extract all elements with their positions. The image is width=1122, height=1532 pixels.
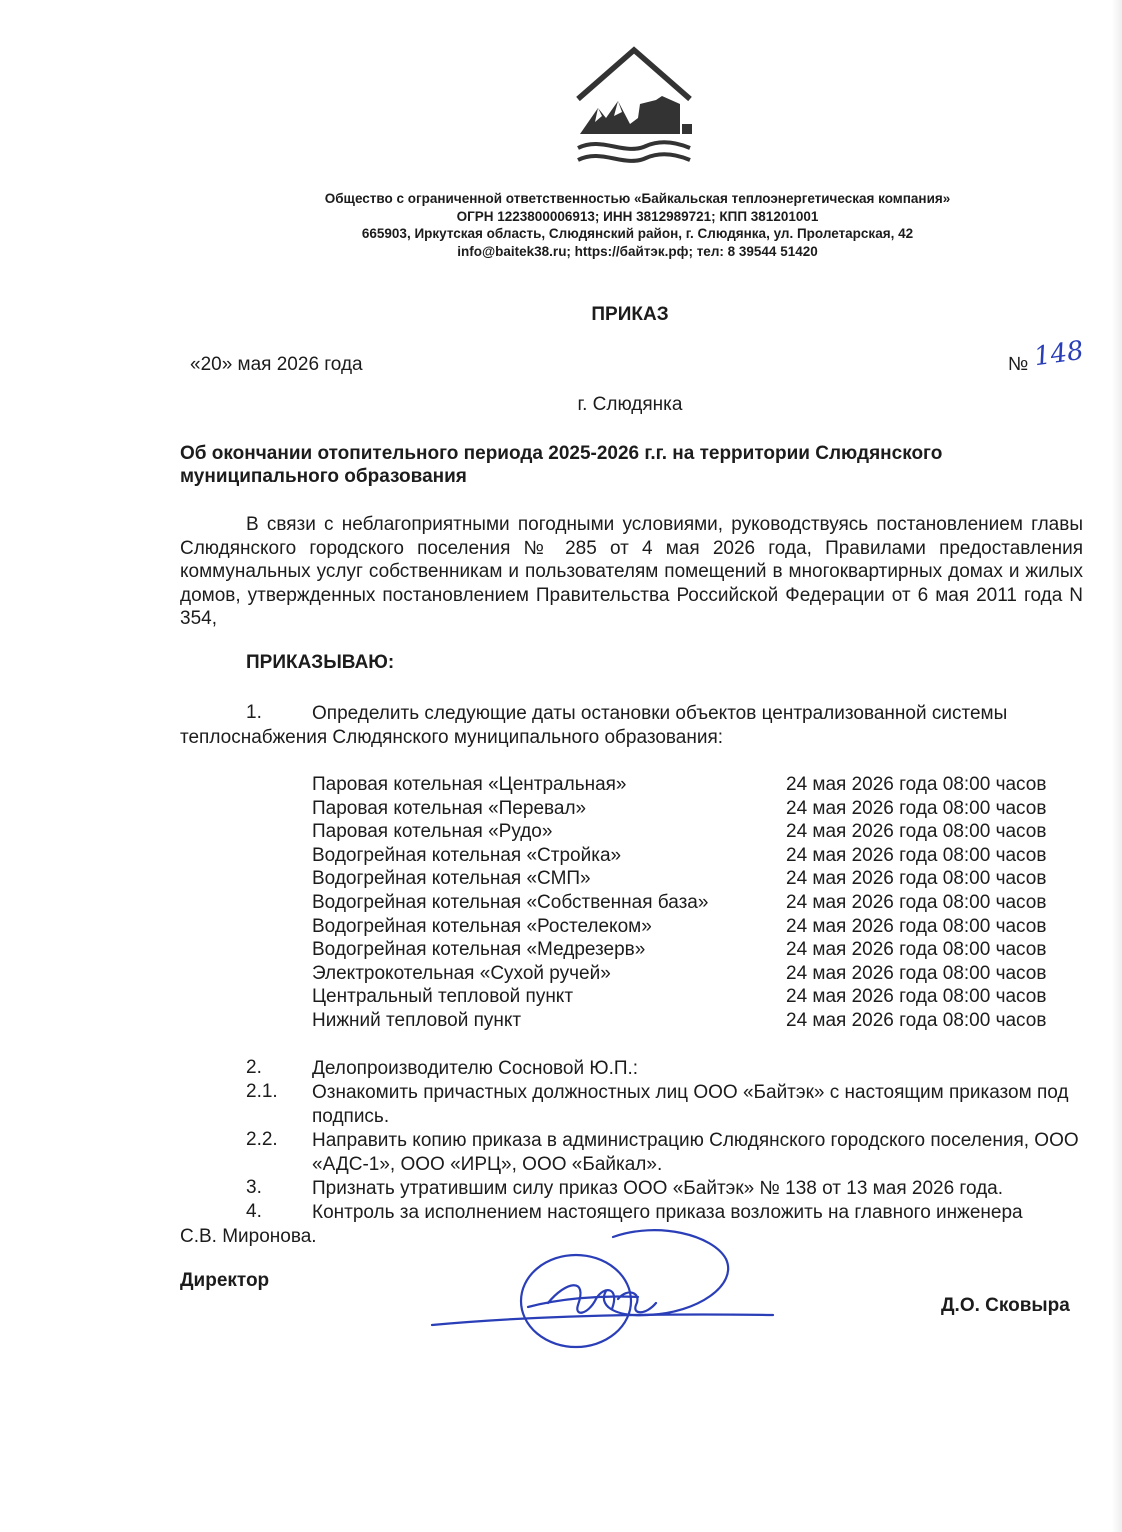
handwritten-signature-icon — [428, 1225, 778, 1350]
item-1-number: 1. — [246, 702, 262, 723]
item-4-number: 4. — [246, 1201, 262, 1222]
item-2-2-number: 2.2. — [246, 1129, 278, 1150]
schedule-object: Водогрейная котельная «Медрезерв» — [312, 939, 646, 961]
schedule-stop-time: 24 мая 2026 года 08:00 часов — [786, 891, 1047, 913]
signatory-name: Д.О. Сковыра — [941, 1295, 1070, 1316]
schedule-object: Водогрейная котельная «Стройка» — [312, 844, 622, 866]
schedule-object: Паровая котельная «Рудо» — [312, 821, 553, 843]
organization-registration: ОГРН 1223800006913; ИНН 3812989721; КПП 381201001 — [456, 208, 819, 224]
item-2-number: 2. — [246, 1057, 262, 1078]
organization-address: 665903, Иркутская область, Слюдянский район, г. Слюдянка, ул. Пролетарская, 42 — [361, 226, 914, 241]
schedule-object: Нижний тепловой пункт — [312, 1009, 522, 1031]
document-number-handwritten: 148 — [1032, 335, 1086, 373]
company-logo-icon — [574, 44, 694, 166]
schedule-object: Паровая котельная «Перевал» — [312, 797, 587, 819]
schedule-stop-time: 24 мая 2026 года 08:00 часов — [786, 868, 1047, 890]
item-3-number: 3. — [246, 1177, 262, 1198]
item-2-text: Делопроизводителю Сосновой Ю.П.: — [312, 1058, 639, 1079]
schedule-row — [312, 962, 1072, 986]
organization-name: Общество с ограниченной ответственностью «Байкальская теплоэнергетическая компания» — [324, 191, 951, 206]
item-4-continuation: С.В. Миронова. — [180, 1226, 317, 1247]
schedule-object: Центральный тепловой пункт — [312, 986, 574, 1008]
schedule-stop-time: 24 мая 2026 года 08:00 часов — [786, 939, 1047, 961]
item-4-text: Контроль за исполнением настоящего приказа возложить на главного инженера — [312, 1202, 1023, 1223]
schedule-row — [312, 797, 1072, 821]
schedule-stop-time: 24 мая 2026 года 08:00 часов — [786, 821, 1047, 843]
item-1-text: Определить следующие даты остановки объектов централизованной системы теплоснабжения Слюдянского муниципального образования: — [180, 703, 1008, 748]
schedule-object: Водогрейная котельная «Собственная база» — [312, 891, 709, 913]
schedule-stop-time: 24 мая 2026 года 08:00 часов — [786, 962, 1047, 984]
organization-header — [240, 190, 1035, 260]
document-subject: Об окончании отопительного периода 2025-2026 г.г. на территории Слюдянского муниципального образования — [180, 443, 943, 487]
schedule-row — [312, 891, 1072, 915]
page-edge-shadow — [1112, 0, 1122, 1532]
signatory-role: Директор — [180, 1270, 270, 1291]
item-2-1-number: 2.1. — [246, 1081, 278, 1102]
item-3-text: Признать утратившим силу приказ ООО «Байтэк» № 138 от 13 мая 2026 года. — [312, 1178, 1004, 1199]
schedule-row — [312, 938, 1072, 962]
shutdown-schedule — [312, 773, 1072, 1033]
schedule-object: Паровая котельная «Центральная» — [312, 774, 627, 795]
preamble-paragraph: В связи с неблагоприятными погодными условиями, руководствуясь постановлением главы Слюдянского городского поселения № 285 от 4 мая 2026 года, Правилами предоставления коммунальных услуг собственникам и пользователям помещений в многоквартирных домах и жилых домов, утвержденных постановлением Правительства Российской Федерации от 6 мая 2011 года N 354, — [180, 514, 1083, 629]
item-2-1-text: Ознакомить причастных должностных лиц ООО «Байтэк» с настоящим приказом под подпись. — [312, 1082, 1069, 1127]
schedule-row — [312, 915, 1072, 939]
order-heading: ПРИКАЗЫВАЮ: — [246, 652, 395, 673]
schedule-row — [312, 820, 1072, 844]
schedule-stop-time: 24 мая 2026 года 08:00 часов — [786, 774, 1047, 795]
document-date: «20» мая 2026 года — [190, 354, 363, 375]
document-city: г. Слюдянка — [577, 394, 683, 415]
document-number-label: № — [1008, 354, 1029, 375]
schedule-object: Водогрейная котельная «СМП» — [312, 868, 591, 890]
schedule-stop-time: 24 мая 2026 года 08:00 часов — [786, 915, 1047, 937]
organization-contacts: info@baitek38.ru; https://байтэк.рф; тел: 8 39544 51420 — [457, 243, 818, 259]
schedule-stop-time: 24 мая 2026 года 08:00 часов — [786, 844, 1047, 866]
schedule-row — [312, 867, 1072, 891]
schedule-row — [312, 985, 1072, 1009]
schedule-stop-time: 24 мая 2026 года 08:00 часов — [786, 986, 1047, 1008]
schedule-row — [312, 844, 1072, 868]
schedule-stop-time: 24 мая 2026 года 08:00 часов — [786, 797, 1047, 819]
schedule-row — [312, 773, 1072, 797]
schedule-object: Водогрейная котельная «Ростелеком» — [312, 915, 652, 937]
schedule-object: Электрокотельная «Сухой ручей» — [312, 962, 611, 984]
schedule-row — [312, 1009, 1072, 1033]
schedule-stop-time: 24 мая 2026 года 08:00 часов — [786, 1009, 1047, 1031]
document-title: ПРИКАЗ — [591, 304, 669, 325]
item-2-2-text: Направить копию приказа в администрацию Слюдянского городского поселения, ООО «АДС-1», ООО «ИРЦ», ООО «Байкал». — [312, 1130, 1079, 1175]
